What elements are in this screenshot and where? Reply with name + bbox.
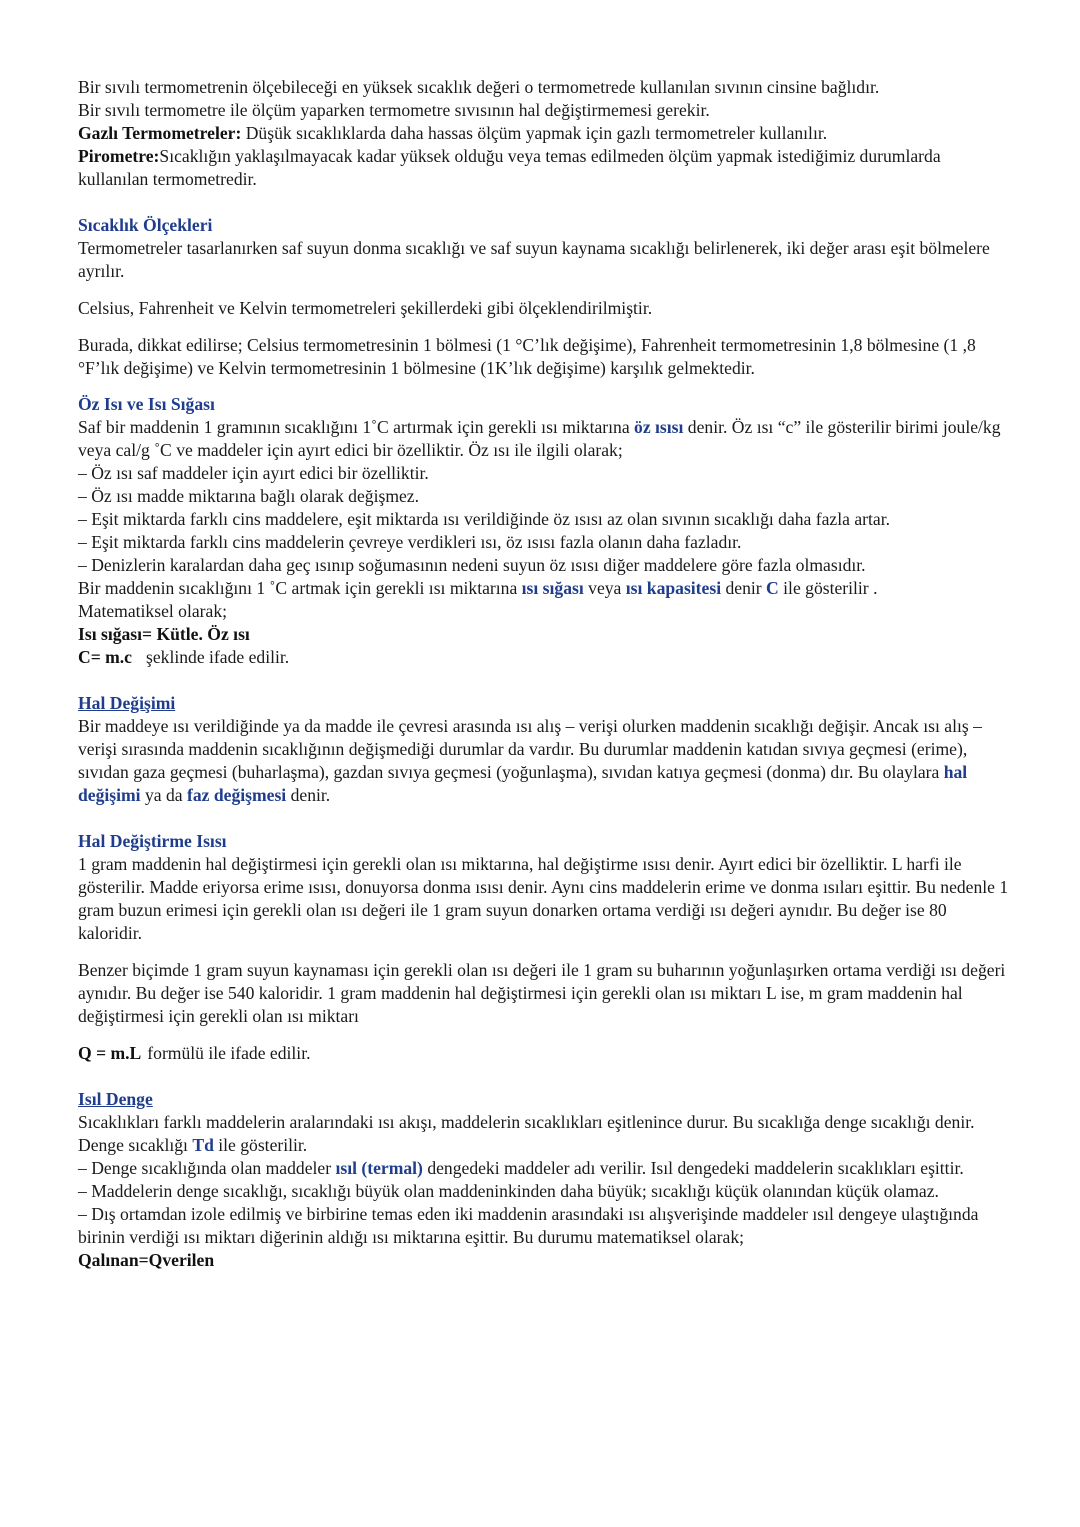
specific-heat-item: – Eşit miktarda farklı cins maddelerin çevreye verdikleri ısı, öz ısısı fazla olanın daha fazladır. <box>78 532 742 552</box>
document-page <box>78 76 1013 1272</box>
thermal-equilibrium-text: Sıcaklıkları farklı maddelerin aralarındaki ısı akışı, maddelerin sıcaklıkları eşitlenince durur. Bu sıcaklığa denge sıcaklığı denir. Denge sıcaklığı <box>78 1112 975 1155</box>
heat-capacity-formula: Isı sığası= Kütle. Öz ısı <box>78 624 250 644</box>
phase-change-paragraph <box>78 715 1013 807</box>
thermal-equilibrium-item-1 <box>78 1157 1013 1180</box>
heat-capacity-paragraph <box>78 577 1013 600</box>
latent-heat-formula: Q = m.L <box>78 1043 142 1063</box>
pyrometer-paragraph <box>78 145 1013 191</box>
latent-heat-formula-line <box>78 1042 1013 1065</box>
temperature-scales-p1: Termometreler tasarlanırken saf suyun donma sıcaklığı ve saf suyun kaynama sıcaklığı belirlenerek, iki değer arası eşit bölmelere ayrılır. <box>78 238 990 281</box>
specific-heat-item: – Öz ısı madde miktarına bağlı olarak değişmez. <box>78 486 420 506</box>
heat-capacity-or: veya <box>583 578 626 598</box>
heat-capacity-formula-2 <box>78 646 1013 669</box>
intro-line-1: Bir sıvılı termometrenin ölçebileceği en yüksek sıcaklık değeri o termometrede kullanılan sıvının cinsine bağlıdır. <box>78 77 880 97</box>
heat-capacity-term-2: ısı kapasitesi <box>625 578 722 598</box>
item-1-text: – Denge sıcaklığında olan maddeler <box>78 1158 336 1178</box>
phase-change-end: denir. <box>286 785 331 805</box>
heat-balance-formula: Qalınan=Qverilen <box>78 1250 215 1270</box>
specific-heat-item: – Denizlerin karalardan daha geç ısınıp soğumasının nedeni suyun öz ısısı diğer maddelere göre fazla olmasıdır. <box>78 555 866 575</box>
td-symbol: Td <box>192 1135 214 1155</box>
specific-heat-p1-rest: denir. Öz ısı “c” ile gösterilir birimi joule/kg veya cal/g ˚C ve maddeler için ayırt edici bir özelliktir. Öz ısı ile ilgili olarak; <box>78 417 1001 460</box>
intro-line-2: Bir sıvılı termometre ile ölçüm yaparken termometre sıvısının hal değiştirmemesi gerekir. <box>78 100 710 120</box>
latent-heat-heading: Hal Değiştirme Isısı <box>78 831 227 851</box>
specific-heat-p1 <box>78 416 1013 462</box>
thermal-equilibrium-end: ile gösterilir. <box>213 1135 308 1155</box>
latent-heat-p1: 1 gram maddenin hal değiştirmesi için gerekli olan ısı miktarına, hal değiştirme ısısı denir. Ayırt edici bir özelliktir. L harfi ile gösterilir. Madde eriyorsa erime ısısı, donuyorsa donma ısısı denir. Aynı cins maddelerin erime ve donma ısıları eşittir. Bu nedenle 1 gram buzun erimesi için gerekli olan ısı değeri ile 1 gram suyun donarken ortama verdiği ısı değeri aynıdır. Bu değer ise 80 kaloridir. <box>78 854 1009 943</box>
thermal-equilibrium-heading: Isıl Denge <box>78 1089 153 1109</box>
heat-capacity-end: ile gösterilir . <box>778 578 878 598</box>
pyrometer-label: Pirometre: <box>78 146 160 166</box>
formula-c-mc: C= m.c <box>78 647 132 667</box>
phase-change-text: Bir maddeye ısı verildiğinde ya da madde ile çevresi arasında ısı alış – verişi olurken maddenin sıcaklığı değişir. Ancak ısı alış – verişi sırasında maddenin sıcaklığının değişmediği durumlar da vardır. Bu durumlar maddenin katıdan sıvıya geçmesi (erime), sıvıdan gaza geçmesi (buharlaşma), gazdan sıvıya geçmesi (yoğunlaşma), sıvıdan katıya geçmesi (donma) dır. Bu olaylara <box>78 716 982 782</box>
phase-change-or: ya da <box>140 785 187 805</box>
temperature-scales-p3: Burada, dikkat edilirse; Celsius termometresinin 1 bölmesi (1 °C’lık değişime), Fahrenheit termometresinin 1,8 bölmesine (1 ,8 °F’lık değişime) ve Kelvin termometresinin 1 bölmesine (1K’lık değişime) karşılık gelmektedir. <box>78 335 976 378</box>
formula-c-mc-text: şeklinde ifade edilir. <box>146 647 290 667</box>
gas-thermometer-paragraph <box>78 122 1013 145</box>
thermal-term: ısıl (termal) <box>335 1158 423 1178</box>
heat-capacity-term: ısı sığası <box>521 578 584 598</box>
math-intro: Matematiksel olarak; <box>78 601 228 621</box>
specific-heat-item: – Eşit miktarda farklı cins maddelere, eşit miktarda ısı verildiğinde öz ısısı az olan sıvının sıcaklığı daha fazla artar. <box>78 509 890 529</box>
phase-change-heading: Hal Değişimi <box>78 693 176 713</box>
gas-thermometer-label: Gazlı Termometreler: <box>78 123 242 143</box>
thermal-equilibrium-p1 <box>78 1111 1013 1157</box>
item-1-rest: dengedeki maddeler adı verilir. Isıl dengedeki maddelerin sıcaklıkları eşittir. <box>422 1158 964 1178</box>
thermal-equilibrium-item-3: – Dış ortamdan izole edilmiş ve birbirine temas eden iki maddenin arasındaki ısı alışverişinde maddeler ısıl dengeye ulaştığında birinin verdiği ısı miktarı diğerinin aldığı ısı miktarına eşittir. Bu durumu matematiksel olarak; <box>78 1204 979 1247</box>
phase-change-term-2: faz değişmesi <box>186 785 287 805</box>
specific-heat-p1-text: Saf bir maddenin 1 gramının sıcaklığını 1˚C artırmak için gerekli ısı miktarına <box>78 417 635 437</box>
heat-capacity-text: Bir maddenin sıcaklığını 1 ˚C artmak için gerekli ısı miktarına <box>78 578 522 598</box>
pyrometer-text: Sıcaklığın yaklaşılmayacak kadar yüksek olduğu veya temas edilmeden ölçüm yapmak istediğimiz durumlarda kullanılan termometredir. <box>78 146 941 189</box>
specific-heat-item: – Öz ısı saf maddeler için ayırt edici bir özelliktir. <box>78 463 429 483</box>
specific-heat-term: öz ısısı <box>634 417 684 437</box>
gas-thermometer-text: Düşük sıcaklıklarda daha hassas ölçüm yapmak için gazlı termometreler kullanılır. <box>241 123 828 143</box>
heat-capacity-symbol: C <box>766 578 779 598</box>
heat-capacity-denir: denir <box>721 578 767 598</box>
temperature-scales-p2: Celsius, Fahrenheit ve Kelvin termometreleri şekillerdeki gibi ölçeklendirilmiştir. <box>78 298 653 318</box>
latent-heat-p2: Benzer biçimde 1 gram suyun kaynaması için gerekli olan ısı değeri ile 1 gram su buharının yoğunlaşırken ortama verdiği ısı değeri aynıdır. Bu değer ise 540 kaloridir. 1 gram maddenin hal değiştirmesi için gerekli olan ısı miktarı L ise, m gram maddenin hal değiştirmesi için gerekli olan ısı miktarı <box>78 960 1006 1026</box>
temperature-scales-heading: Sıcaklık Ölçekleri <box>78 215 213 235</box>
thermal-equilibrium-item-2: – Maddelerin denge sıcaklığı, sıcaklığı büyük olan maddeninkinden daha büyük; sıcaklığı küçük olanından küçük olamaz. <box>78 1181 939 1201</box>
specific-heat-heading: Öz Isı ve Isı Sığası <box>78 394 215 414</box>
latent-heat-formula-text: formülü ile ifade edilir. <box>147 1043 311 1063</box>
phase-change-term: hal değişimi <box>78 762 968 805</box>
